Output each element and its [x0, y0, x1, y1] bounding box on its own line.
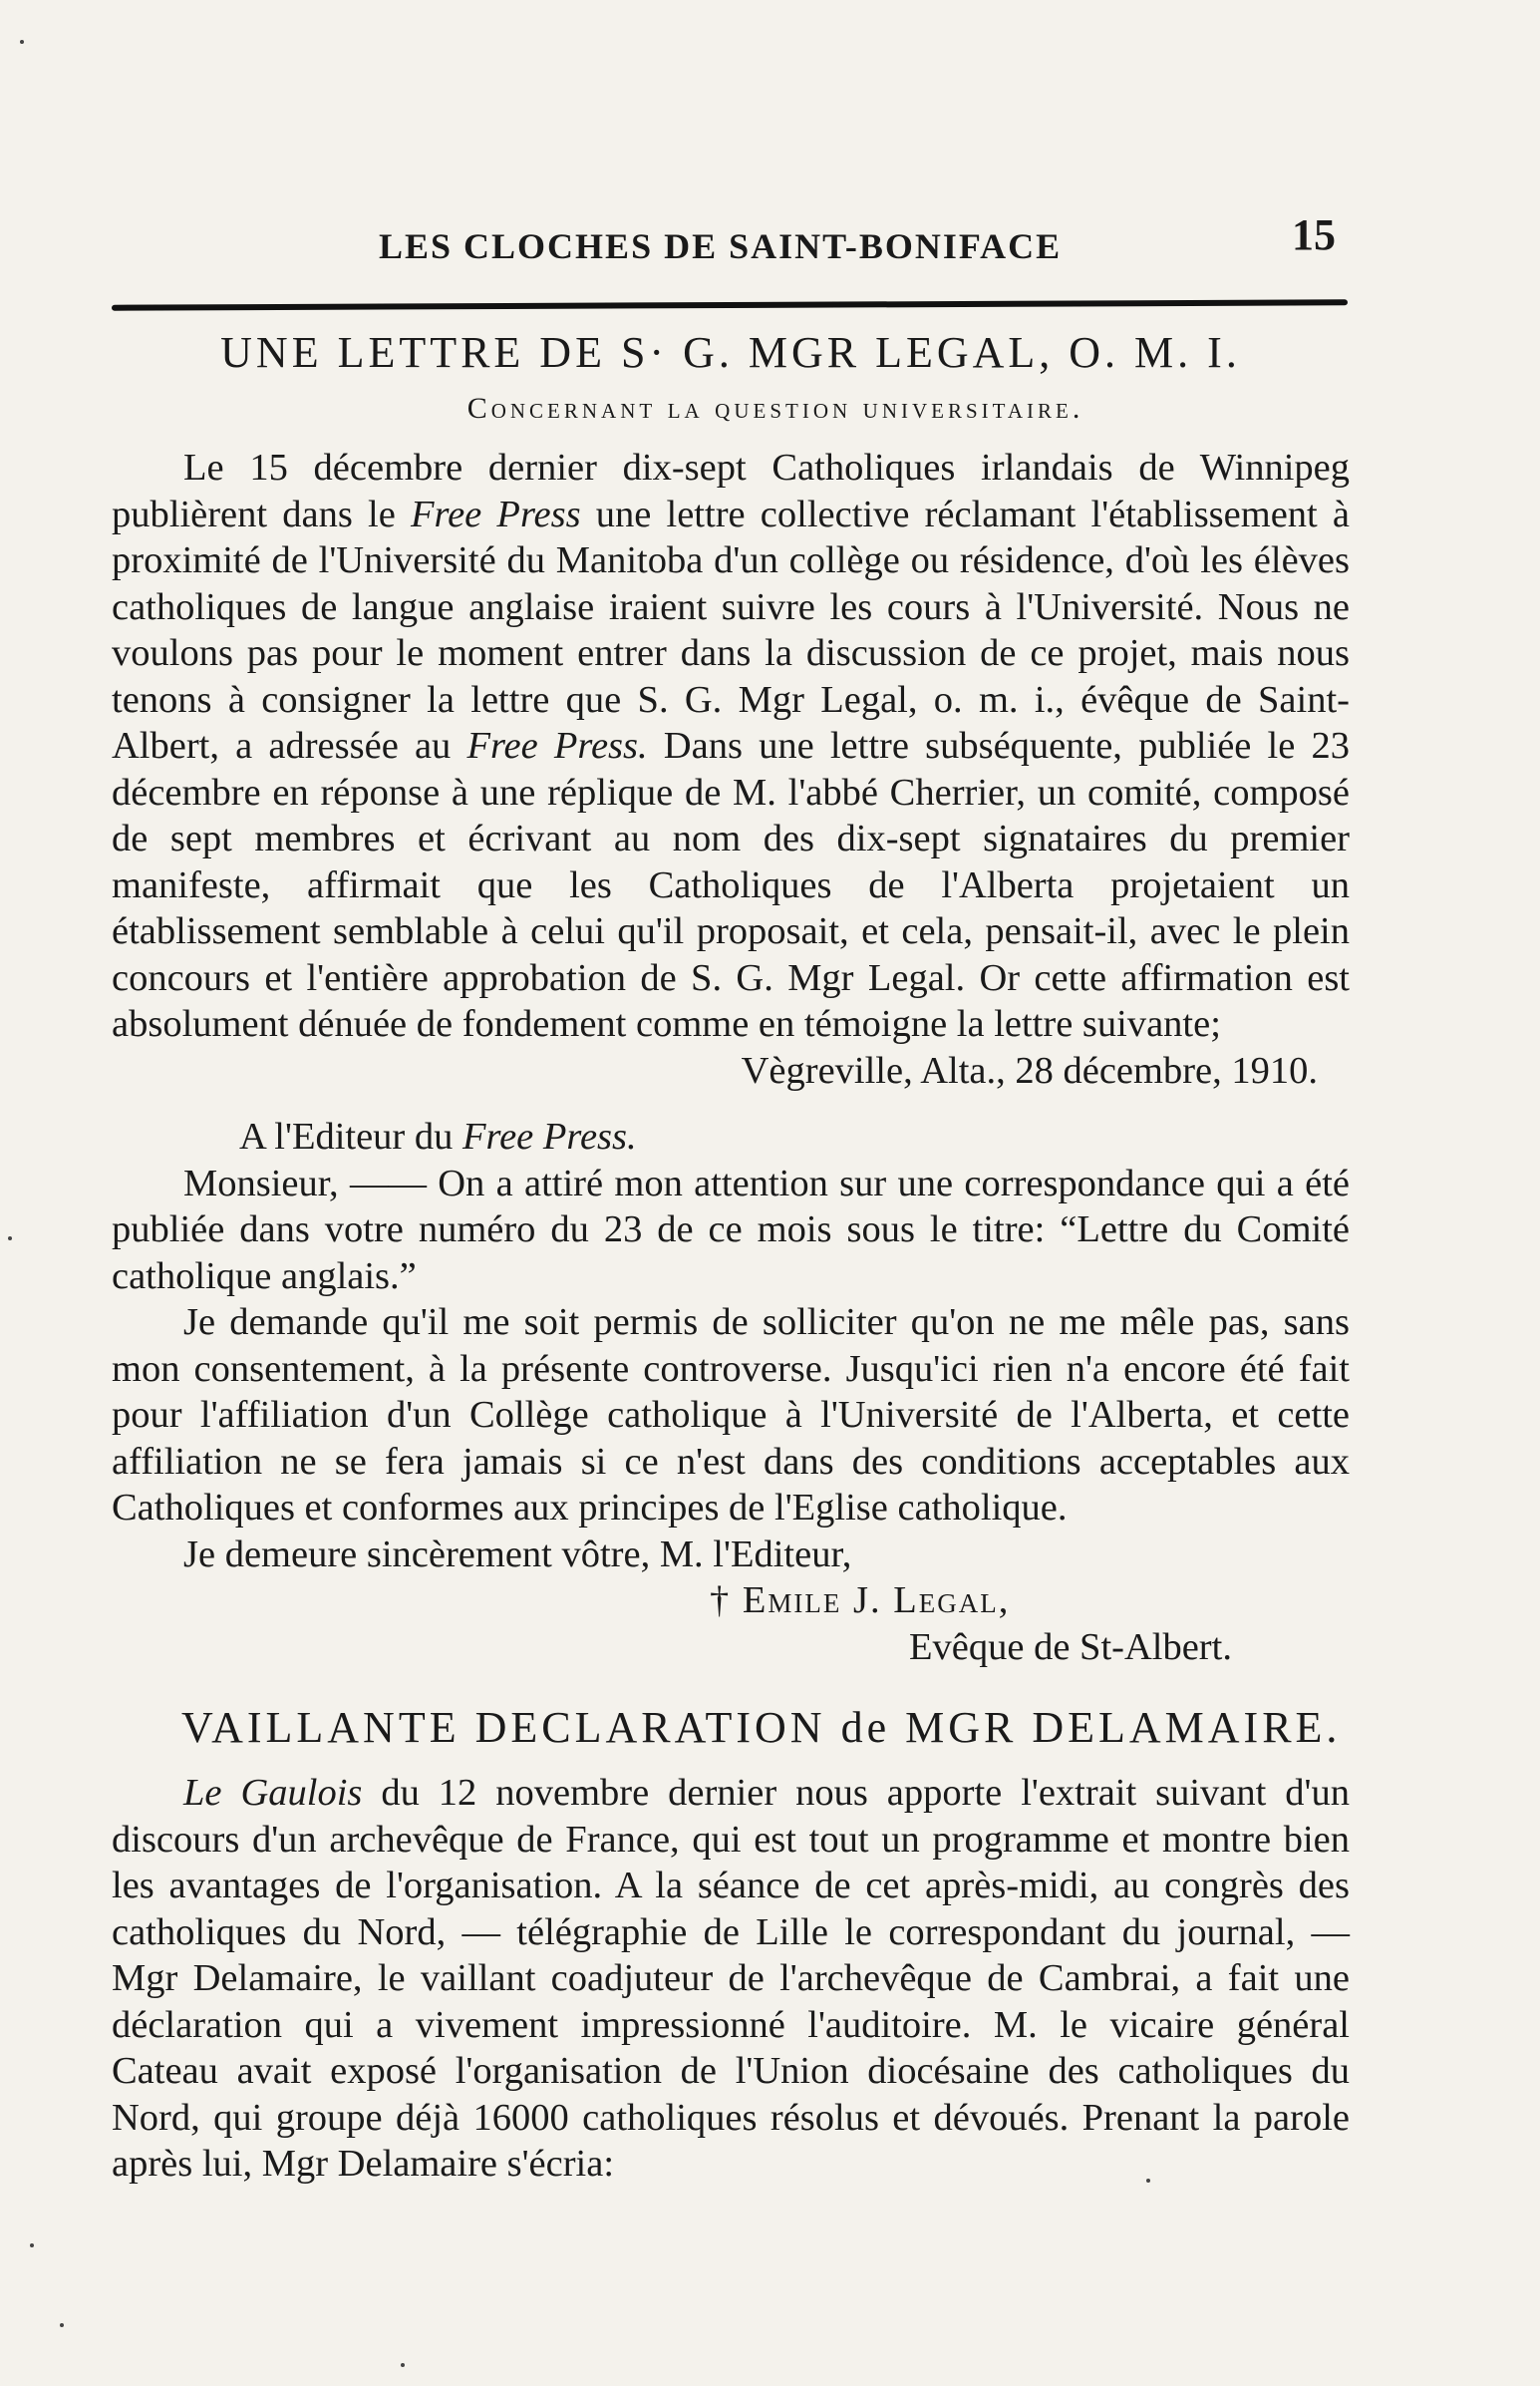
newspaper-title: Free Press [411, 493, 581, 535]
letter-paragraph-1: Monsieur, —— On a attiré mon attention sur une correspondance qui a été publiée dans votre numéro du 23 de ce mois sous le titre: “Lettre du Comité catholique anglais.” [112, 1162, 1350, 1297]
newspaper-title: Free Press. [466, 725, 648, 767]
article-1-intro-paragraph [112, 445, 1350, 1048]
scan-speck [60, 2323, 64, 2327]
page-number: 15 [1292, 210, 1336, 259]
letter-signature-name: † Emile J. Legal, [710, 1579, 1011, 1621]
article-1-subheading: Concernant la question universitaire. [466, 392, 1084, 425]
article-2-text: du 12 novembre dernier nous apporte l'extrait suivant d'un discours d'un archevêque de France, qui est tout un programme et montre bien les avantages de l'organisation. A la séance de cet après-midi, au congrès des catholiques du Nord, — télégraphie de Lille le correspondant du journal, — Mgr Delamaire, le vaillant coadjuteur de l'archevêque de Cambrai, a fait une déclaration qui a vivement impressionné l'auditoire. M. le vicaire général Cateau avait exposé l'organisation de l'Union diocésaine des catholiques du Nord, qui groupe déjà 16000 catholiques résolus et dévoués. Prenant la parole après lui, Mgr Delamaire s'écria: [112, 1772, 1350, 2185]
letter-signature-title: Evêque de St-Albert. [909, 1625, 1232, 1668]
intro-text-part-1: Le 15 décembre dernier dix-sept Catholiques irlandais de Winnipeg publièrent dans le [112, 447, 1350, 535]
page-content [112, 317, 1350, 2188]
header-rule [112, 299, 1348, 310]
article-1-heading: UNE LETTRE DE S· G. MGR LEGAL, O. M. I. [220, 328, 1241, 377]
letter-paragraph-2: Je demande qu'il me soit permis de solliciter qu'on ne me mêle pas, sans mon consentement, à la présente controverse. Jusqu'ici rien n'a encore été fait pour l'affiliation d'un Collège catholique à l'Université de l'Alberta, et cette affiliation ne se fera jamais si ce n'est dans des conditions acceptables aux Catholiques et conformes aux principes de l'Eglise catholique. [112, 1301, 1350, 1529]
intro-text-part-2: une lettre collective réclamant l'établissement à proximité de l'Université du Manitoba d'un collège ou résidence, d'où les élèves catholiques de langue anglaise iraient suivre les cours à l'Université. Nous ne voulons pas pour le moment entrer dans la discussion de ce projet, mais nous tenons à consigner la lettre que S. G. Mgr Legal, o. m. i., évêque de Saint-Albert, a adressée au [112, 493, 1350, 767]
article-2-paragraph [112, 1770, 1350, 2188]
running-title: LES CLOCHES DE SAINT-BONIFACE [379, 226, 1063, 266]
intro-text-part-3: Dans une lettre subséquente, publiée le 23 décembre en réponse à une réplique de M. l'abbé Cherrier, un comité, composé de sept membres et écrivant au nom des dix-sept signataires du premier manifeste, affirmait que les Catholiques de l'Alberta projetaient un établissement semblable à celui qu'il proposait, et cela, pensait-il, avec le plein concours et l'entière approbation de S. G. Mgr Legal. Or cette affirmation est absolument dénuée de fondement comme en témoigne la lettre suivante; [112, 725, 1351, 1045]
newspaper-title: Free Press. [462, 1116, 637, 1158]
running-head [379, 209, 1336, 279]
letter-addressee [112, 1114, 1350, 1161]
scan-speck [30, 2243, 34, 2247]
article-2-heading: VAILLANTE DECLARATION de MGR DELAMAIRE. [181, 1703, 1342, 1752]
newspaper-title: Le Gaulois [183, 1772, 363, 1814]
scan-speck [1146, 2179, 1150, 2183]
letter-closing: Je demeure sincèrement vôtre, M. l'Editeur, [183, 1533, 852, 1575]
scan-speck [8, 1236, 12, 1240]
letter-dateline: Vègreville, Alta., 28 décembre, 1910. [741, 1049, 1318, 1092]
addressee-prefix: A l'Editeur du [239, 1116, 463, 1158]
scan-speck [20, 40, 24, 44]
scan-speck [401, 2363, 405, 2367]
